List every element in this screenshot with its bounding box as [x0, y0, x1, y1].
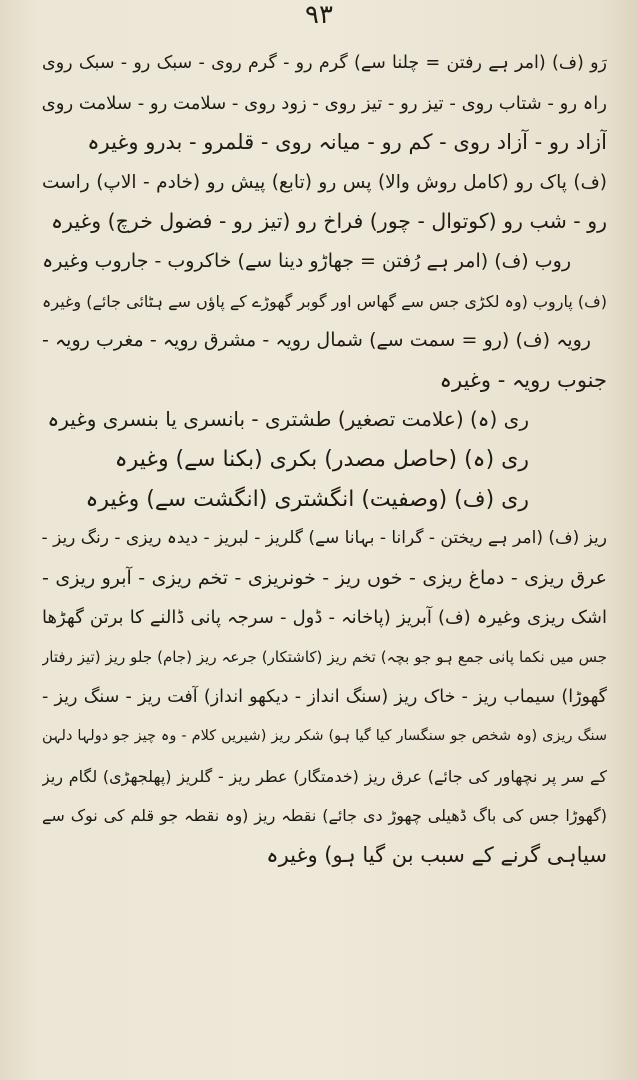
- dictionary-text: [42, 44, 607, 875]
- entry-line-15: اشک ریزی وغیرہ (ف) آبریز (پاخانہ - ڈول - سرجہ پانی ڈالنے کا برتن گھڑھا: [42, 607, 607, 629]
- entry-line-20: (گھوڑا جس کی باگ ڈھیلی چھوڑ دی جائے) نقطہ ریز (وہ نقطہ جو قلم کی نوک سے: [42, 806, 607, 826]
- entry-line-2: راہ رو - شتاب روی - تیز رو - تیز روی - زود روی - سلامت رو - سلامت روی: [42, 92, 607, 114]
- entry-line-3: آزاد رو - آزاد روی - کم رو - میانہ روی - قلمرو - بدرو وغیرہ: [87, 130, 607, 155]
- page-number: ۹۳: [305, 0, 333, 30]
- entry-line-18: سنگ ریزی (وہ شخص جو سنگسار کیا گیا ہو) شکر ریز (شیریں کلام - وہ چیز جو دولہا دلہن: [42, 728, 607, 745]
- entry-line-5: رو - شب رو (کوتوال - چور) فراخ رو (تیز رو - فضول خرچ) وغیرہ: [51, 209, 607, 234]
- entry-line-12: ری (ف) (وصفیت) انگشتری (انگشت سے) وغیرہ: [85, 486, 529, 512]
- entry-line-1: رَو (ف) (امر ہے رفتن = چلنا سے) گرم رو - گرم روی - سبک رو - سبک روی: [42, 53, 607, 73]
- entry-line-19: کے سر پر نچھاور کی جائے) عرق ریز (خدمتگار) عطر ریز - گلریز (پھلجھڑی) لگام ریز: [42, 766, 607, 786]
- entry-line-11: ری (ہ) (حاصل مصدر) بکری (بکنا سے) وغیرہ: [114, 446, 529, 472]
- entry-line-6: روب (ف) (امر ہے رُفتن = جھاڑو دینا سے) خاکروب - جاروب وغیرہ: [42, 249, 571, 272]
- entry-line-7: (ف) پاروب (وہ لکڑی جس سے گھاس اور گوبر گھوڑے کے پاؤں سے ہٹائی جائے) وغیرہ: [42, 291, 607, 311]
- entry-line-16: جس میں نکما پانی جمع ہو جو بچہ) تخم ریز (کاشتکار) جرعہ ریز (جام) جلو ریز (تیز رفتار: [42, 647, 607, 666]
- entry-line-21: سیاہی گرنے کے سبب بن گیا ہو) وغیرہ: [266, 842, 607, 867]
- entry-line-14: عرق ریزی - دماغ ریزی - خوں ریز - خونریزی - تخم ریزی - آبرو ریزی -: [42, 566, 607, 589]
- entry-line-4: (ف) پاک رو (کامل روش والا) پس رو (تابع) پیش رو (خادم - الاپ) راست: [42, 171, 607, 193]
- entry-line-8: رویہ (ف) (رو = سمت سے) شمال رویہ - مشرق رویہ - مغرب رویہ -: [42, 329, 591, 352]
- entry-line-17: گھوڑا) سیماب ریز - خاک ریز (سنگ انداز - دیکھو انداز) آفت ریز - سنگ ریز -: [42, 686, 607, 707]
- entry-line-10: ری (ہ) (علامت تصغیر) طشتری - بانسری یا بنسری وغیرہ: [47, 407, 529, 432]
- entry-line-13: ریز (ف) (امر ہے ریختن - گرانا - بہانا سے) گلریز - لبریز - دیدہ ریزی - رنگ ریز -: [42, 528, 607, 549]
- entry-line-9: جنوب رویہ - وغیرہ: [439, 367, 607, 392]
